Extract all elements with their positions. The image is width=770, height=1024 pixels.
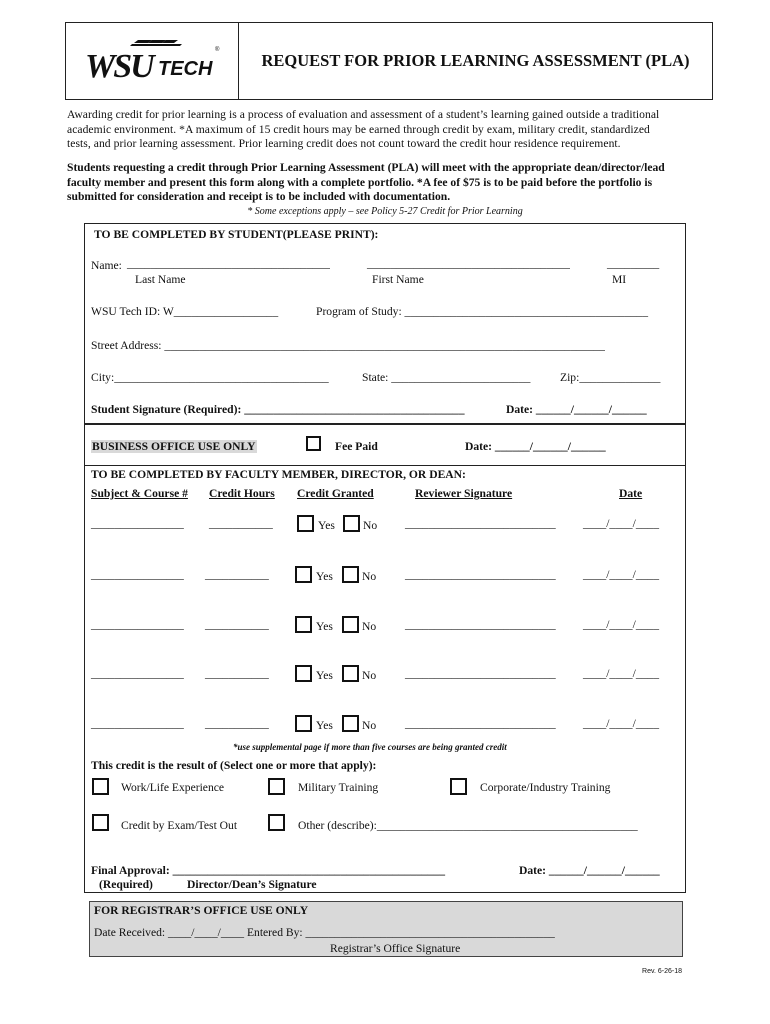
course-row bbox=[85, 665, 685, 687]
intro-line: academic environment. *A maximum of 15 credit hours may be earned through credit by exam, military credit, standardized bbox=[67, 122, 650, 136]
registrar-signature-caption: Registrar’s Office Signature bbox=[330, 942, 461, 955]
row-date-field[interactable]: ____/____/____ bbox=[583, 568, 660, 581]
reviewer-signature-field[interactable]: __________________________ bbox=[405, 717, 556, 730]
yes-label: Yes bbox=[316, 620, 333, 633]
mi-field[interactable]: _________ bbox=[607, 257, 660, 270]
reviewer-signature-field[interactable]: __________________________ bbox=[405, 568, 556, 581]
city-field[interactable]: City:_____________________________________ bbox=[91, 371, 329, 384]
no-label: No bbox=[363, 519, 378, 532]
instructions-paragraph bbox=[67, 161, 722, 205]
military-checkbox[interactable] bbox=[268, 778, 285, 795]
subject-field[interactable]: ________________ bbox=[91, 618, 184, 631]
no-checkbox[interactable] bbox=[342, 566, 359, 583]
fee-paid-date[interactable]: Date: ______/______/______ bbox=[465, 440, 606, 453]
column-subject: Subject & Course # bbox=[91, 487, 188, 500]
registrar-section bbox=[89, 901, 683, 957]
credit-by-exam-checkbox[interactable] bbox=[92, 814, 109, 831]
credit-hours-field[interactable]: ___________ bbox=[205, 717, 269, 730]
name-label: Name: bbox=[91, 259, 122, 272]
divider bbox=[85, 465, 685, 466]
last-name-field[interactable]: ___________________________________ bbox=[127, 257, 330, 270]
column-reviewer-signature: Reviewer Signature bbox=[415, 487, 513, 500]
director-signature-caption: Director/Dean’s Signature bbox=[187, 878, 317, 891]
faculty-section bbox=[84, 424, 686, 893]
final-required-label: (Required) bbox=[99, 878, 153, 891]
no-label: No bbox=[362, 669, 377, 682]
row-date-field[interactable]: ____/____/____ bbox=[583, 618, 660, 631]
business-office-label: BUSINESS OFFICE USE ONLY bbox=[92, 440, 256, 453]
registrar-heading: FOR REGISTRAR’S OFFICE USE ONLY bbox=[94, 904, 309, 917]
final-approval-date[interactable]: Date: ______/______/______ bbox=[519, 864, 660, 877]
yes-label: Yes bbox=[316, 570, 333, 583]
final-approval-field[interactable]: Final Approval: _______________________________________________ bbox=[91, 864, 446, 877]
subject-field[interactable]: ________________ bbox=[91, 667, 184, 680]
wsu-id-field[interactable]: WSU Tech ID: W__________________ bbox=[91, 305, 279, 318]
reviewer-signature-field[interactable]: __________________________ bbox=[405, 618, 556, 631]
mi-caption: MI bbox=[612, 273, 627, 286]
first-name-caption: First Name bbox=[372, 273, 424, 286]
instructions-line: Students requesting a credit through Prior Learning Assessment (PLA) will meet with the appropriate dean/director/lead bbox=[67, 161, 665, 174]
row-date-field[interactable]: ____/____/____ bbox=[583, 667, 660, 680]
business-office-row bbox=[85, 425, 685, 465]
row-date-field[interactable]: ____/____/____ bbox=[583, 517, 660, 530]
svg-text:WSU: WSU bbox=[85, 48, 153, 85]
work-life-label: Work/Life Experience bbox=[121, 781, 225, 794]
row-date-field[interactable]: ____/____/____ bbox=[583, 717, 660, 730]
credit-hours-field[interactable]: ___________ bbox=[205, 667, 269, 680]
no-label: No bbox=[362, 570, 377, 583]
no-label: No bbox=[362, 620, 377, 633]
svg-text:®: ® bbox=[215, 47, 220, 53]
fee-paid-checkbox[interactable] bbox=[306, 436, 321, 451]
student-signature-date[interactable]: Date: ______/______/______ bbox=[506, 403, 647, 416]
state-field[interactable]: State: ________________________ bbox=[362, 371, 531, 384]
corporate-label: Corporate/Industry Training bbox=[480, 781, 611, 794]
column-credit-granted: Credit Granted bbox=[297, 487, 374, 500]
other-describe-field[interactable]: Other (describe):_____________________________________________ bbox=[298, 819, 638, 832]
course-row bbox=[85, 616, 685, 638]
corporate-checkbox[interactable] bbox=[450, 778, 467, 795]
yes-label: Yes bbox=[316, 719, 333, 732]
svg-text:TECH: TECH bbox=[158, 58, 213, 80]
first-name-field[interactable]: ___________________________________ bbox=[367, 257, 570, 270]
form-header bbox=[65, 22, 713, 100]
subject-field[interactable]: ________________ bbox=[91, 717, 184, 730]
yes-checkbox[interactable] bbox=[295, 715, 312, 732]
subject-field[interactable]: ________________ bbox=[91, 568, 184, 581]
instructions-line: faculty member and present this form along with a complete portfolio. *A fee of $75 is to be paid before the portfolio is bbox=[67, 175, 653, 189]
exceptions-note: * Some exceptions apply – see Policy 5-27 Credit for Prior Learning bbox=[247, 206, 523, 217]
credit-by-exam-label: Credit by Exam/Test Out bbox=[121, 819, 238, 832]
fee-paid-label: Fee Paid bbox=[335, 440, 378, 453]
instructions-line: submitted for consideration and receipt is to be included with documentation. bbox=[67, 190, 451, 203]
intro-paragraph bbox=[67, 108, 717, 152]
course-row bbox=[85, 715, 685, 737]
no-checkbox[interactable] bbox=[342, 616, 359, 633]
yes-label: Yes bbox=[316, 669, 333, 682]
student-section-heading: TO BE COMPLETED BY STUDENT(PLEASE PRINT): bbox=[94, 228, 379, 241]
yes-checkbox[interactable] bbox=[297, 515, 314, 532]
wsu-tech-logo bbox=[66, 23, 239, 99]
street-address-field[interactable]: Street Address: ____________________________________________________________________________ bbox=[91, 339, 605, 352]
intro-line: tests, and prior learning assessment. Prior learning credit does not count toward the credit hour residence requirement. bbox=[67, 137, 621, 150]
zip-field[interactable]: Zip:______________ bbox=[560, 371, 661, 384]
course-row bbox=[85, 515, 685, 537]
military-label: Military Training bbox=[298, 781, 379, 794]
no-checkbox[interactable] bbox=[343, 515, 360, 532]
no-label: No bbox=[362, 719, 377, 732]
work-life-checkbox[interactable] bbox=[92, 778, 109, 795]
course-row bbox=[85, 566, 685, 588]
yes-checkbox[interactable] bbox=[295, 616, 312, 633]
form-title: REQUEST FOR PRIOR LEARNING ASSESSMENT (PLA) bbox=[261, 51, 690, 70]
last-name-caption: Last Name bbox=[135, 273, 186, 286]
column-credit-hours: Credit Hours bbox=[209, 487, 275, 500]
student-signature-field[interactable]: Student Signature (Required): ______________________________________ bbox=[91, 403, 465, 416]
subject-field[interactable]: ________________ bbox=[91, 517, 184, 530]
credit-hours-field[interactable]: ___________ bbox=[205, 568, 269, 581]
yes-checkbox[interactable] bbox=[295, 665, 312, 682]
credit-hours-field[interactable]: ___________ bbox=[205, 618, 269, 631]
no-checkbox[interactable] bbox=[342, 715, 359, 732]
intro-line: Awarding credit for prior learning is a process of evaluation and assessment of a student’s learning gained outside a traditional bbox=[67, 108, 660, 121]
credit-hours-field[interactable]: ___________ bbox=[209, 517, 273, 530]
revision-label: Rev. 6-26-18 bbox=[642, 968, 682, 975]
date-received-field[interactable]: Date Received: ____/____/____ Entered By: ___________________________________________ bbox=[94, 926, 555, 939]
reviewer-signature-field[interactable]: __________________________ bbox=[405, 517, 556, 530]
supplemental-note: *use supplemental page if more than five courses are being granted credit bbox=[233, 742, 507, 752]
other-checkbox[interactable] bbox=[268, 814, 285, 831]
credit-result-heading: This credit is the result of (Select one or more that apply): bbox=[91, 759, 377, 772]
program-of-study-field[interactable]: Program of Study: __________________________________________ bbox=[316, 305, 649, 318]
no-checkbox[interactable] bbox=[342, 665, 359, 682]
student-section bbox=[84, 223, 686, 424]
yes-checkbox[interactable] bbox=[295, 566, 312, 583]
yes-label: Yes bbox=[318, 519, 335, 532]
faculty-section-heading: TO BE COMPLETED BY FACULTY MEMBER, DIRECTOR, OR DEAN: bbox=[91, 468, 466, 481]
reviewer-signature-field[interactable]: __________________________ bbox=[405, 667, 556, 680]
column-date: Date bbox=[619, 487, 643, 500]
